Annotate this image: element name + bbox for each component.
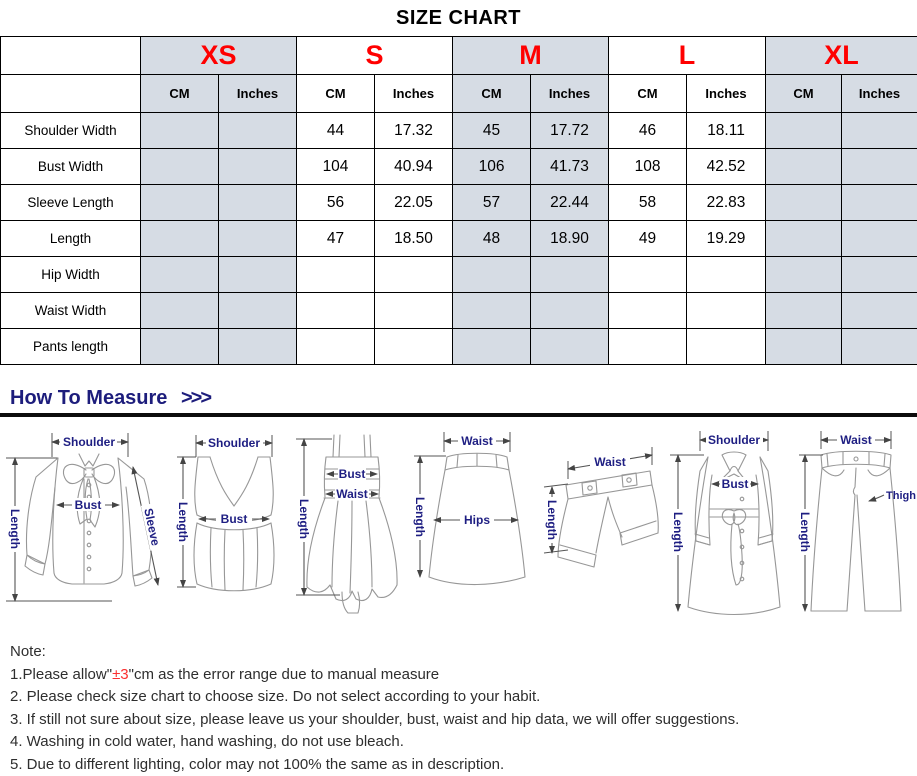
- table-cell: 106: [453, 149, 531, 185]
- table-cell: [219, 221, 297, 257]
- row-label: Pants length: [1, 329, 141, 365]
- table-cell: [766, 221, 842, 257]
- figure-dress: [292, 427, 410, 625]
- table-cell: [687, 293, 766, 329]
- blouse-sleeve-label: Sleeve: [141, 507, 163, 547]
- table-cell: 40.94: [375, 149, 453, 185]
- unit-header-inches: Inches: [842, 75, 917, 113]
- pants-length-label: Length: [798, 512, 812, 552]
- table-cell: [453, 329, 531, 365]
- table-cell: [842, 329, 917, 365]
- table-cell: [531, 329, 609, 365]
- shorts-waist-label: Waist: [594, 455, 626, 469]
- table-cell: [609, 257, 687, 293]
- note-1-prefix: 1.Please allow": [10, 666, 112, 683]
- coat-bust-label: Bust: [722, 477, 749, 491]
- table-cell: [766, 257, 842, 293]
- table-cell: 18.50: [375, 221, 453, 257]
- table-cell: [297, 293, 375, 329]
- how-to-measure-text: How To Measure: [10, 387, 167, 409]
- divider-line: [0, 413, 917, 417]
- triple-arrow-icon: >>>: [181, 387, 210, 409]
- table-cell: [842, 185, 917, 221]
- row-label: Bust Width: [1, 149, 141, 185]
- table-cell: [141, 257, 219, 293]
- figure-tank-top: [172, 427, 292, 625]
- table-cell: [141, 113, 219, 149]
- skirt-waist-label: Waist: [461, 434, 493, 448]
- table-cell: 56: [297, 185, 375, 221]
- size-header-m: M: [453, 37, 609, 75]
- table-row: [1, 293, 917, 329]
- unit-header-cm: CM: [766, 75, 842, 113]
- table-cell: 47: [297, 221, 375, 257]
- table-cell: [219, 257, 297, 293]
- table-cell: [842, 149, 917, 185]
- size-chart-table: [0, 36, 917, 365]
- note-item-2: 2. Please check size chart to choose size. Do not select according to your habit.: [10, 686, 917, 709]
- table-cell: 22.83: [687, 185, 766, 221]
- skirt-hips-label: Hips: [464, 513, 490, 527]
- table-cell: [375, 293, 453, 329]
- table-cell: 17.72: [531, 113, 609, 149]
- table-cell: 18.11: [687, 113, 766, 149]
- table-row: [1, 185, 917, 221]
- table-row: [1, 257, 917, 293]
- table-cell: [375, 257, 453, 293]
- figure-pants: [797, 427, 917, 625]
- row-label: Waist Width: [1, 293, 141, 329]
- skirt-length-label: Length: [413, 497, 427, 537]
- table-cell: [297, 329, 375, 365]
- table-cell: [219, 149, 297, 185]
- figure-skirt: [410, 427, 538, 625]
- table-cell: 44: [297, 113, 375, 149]
- table-cell: 104: [297, 149, 375, 185]
- table-cell: [219, 293, 297, 329]
- measure-figures: [0, 427, 917, 625]
- table-cell: [766, 329, 842, 365]
- table-cell: [687, 329, 766, 365]
- table-cell: 108: [609, 149, 687, 185]
- table-cell: [453, 293, 531, 329]
- table-cell: [219, 185, 297, 221]
- tank-bust-label: Bust: [221, 512, 248, 526]
- table-cell: 41.73: [531, 149, 609, 185]
- tank-length-label: Length: [176, 502, 190, 542]
- row-label: Sleeve Length: [1, 185, 141, 221]
- dress-bust-label: Bust: [339, 467, 366, 481]
- row-label: Hip Width: [1, 257, 141, 293]
- table-cell: [766, 293, 842, 329]
- table-cell: [766, 113, 842, 149]
- unit-header-inches: Inches: [531, 75, 609, 113]
- table-row: [1, 221, 917, 257]
- table-cell: [687, 257, 766, 293]
- blouse-length-label: Length: [8, 509, 22, 549]
- table-cell: 19.29: [687, 221, 766, 257]
- coat-length-label: Length: [671, 512, 685, 552]
- unit-header-cm: CM: [141, 75, 219, 113]
- note-1-suffix: "cm as the error range due to manual measure: [129, 666, 439, 683]
- row-label: Shoulder Width: [1, 113, 141, 149]
- dress-waist-label: Waist: [336, 487, 368, 501]
- table-cell: 22.44: [531, 185, 609, 221]
- table-cell: [531, 257, 609, 293]
- corner-cell: [1, 75, 141, 113]
- table-cell: [531, 293, 609, 329]
- figure-shorts: [538, 427, 664, 625]
- unit-header-cm: CM: [453, 75, 531, 113]
- table-row: [1, 149, 917, 185]
- table-cell: [766, 185, 842, 221]
- size-header-s: S: [297, 37, 453, 75]
- table-cell: [141, 185, 219, 221]
- table-cell: 57: [453, 185, 531, 221]
- figure-coat: [664, 427, 797, 625]
- table-cell: [842, 257, 917, 293]
- size-header-l: L: [609, 37, 766, 75]
- table-cell: [375, 329, 453, 365]
- table-row: [1, 329, 917, 365]
- table-cell: [842, 113, 917, 149]
- note-1-tolerance: ±3: [112, 666, 129, 683]
- coat-shoulder-label: Shoulder: [708, 433, 760, 447]
- page-title: SIZE CHART: [0, 0, 917, 36]
- unit-header-inches: Inches: [687, 75, 766, 113]
- table-cell: [842, 293, 917, 329]
- note-item-5: 5. Due to different lighting, color may not 100% the same as in description.: [10, 754, 917, 776]
- table-cell: [141, 149, 219, 185]
- table-cell: 42.52: [687, 149, 766, 185]
- table-cell: [609, 329, 687, 365]
- size-header-row: [1, 37, 917, 75]
- pants-thigh-label: Thigh: [886, 490, 916, 502]
- table-row: [1, 113, 917, 149]
- how-to-measure-heading: [10, 387, 917, 410]
- blouse-shoulder-label: Shoulder: [63, 435, 115, 449]
- corner-cell: [1, 37, 141, 75]
- unit-header-inches: Inches: [375, 75, 453, 113]
- notes-section: [10, 641, 917, 776]
- figure-blouse: [0, 427, 172, 625]
- shorts-length-label: Length: [545, 500, 559, 540]
- pants-waist-label: Waist: [840, 433, 872, 447]
- table-cell: 22.05: [375, 185, 453, 221]
- table-cell: [766, 149, 842, 185]
- unit-header-cm: CM: [297, 75, 375, 113]
- dress-length-label: Length: [297, 499, 311, 539]
- table-cell: [219, 113, 297, 149]
- table-cell: 17.32: [375, 113, 453, 149]
- table-cell: 45: [453, 113, 531, 149]
- table-cell: [609, 293, 687, 329]
- table-cell: [219, 329, 297, 365]
- note-item-4: 4. Washing in cold water, hand washing, do not use bleach.: [10, 731, 917, 754]
- notes-heading: Note:: [10, 641, 917, 664]
- size-header-xl: XL: [766, 37, 917, 75]
- unit-header-row: [1, 75, 917, 113]
- table-cell: [141, 293, 219, 329]
- note-item-3: 3. If still not sure about size, please leave us your shoulder, bust, waist and hip data, we will offer suggestions.: [10, 709, 917, 732]
- table-cell: 48: [453, 221, 531, 257]
- row-label: Length: [1, 221, 141, 257]
- size-header-xs: XS: [141, 37, 297, 75]
- table-cell: [453, 257, 531, 293]
- table-cell: [297, 257, 375, 293]
- note-item-1: [10, 664, 917, 687]
- unit-header-inches: Inches: [219, 75, 297, 113]
- table-cell: 46: [609, 113, 687, 149]
- table-cell: [141, 329, 219, 365]
- table-cell: [842, 221, 917, 257]
- table-cell: [141, 221, 219, 257]
- blouse-bust-label: Bust: [75, 498, 102, 512]
- table-cell: 58: [609, 185, 687, 221]
- unit-header-cm: CM: [609, 75, 687, 113]
- tank-shoulder-label: Shoulder: [208, 436, 260, 450]
- table-cell: 18.90: [531, 221, 609, 257]
- table-cell: 49: [609, 221, 687, 257]
